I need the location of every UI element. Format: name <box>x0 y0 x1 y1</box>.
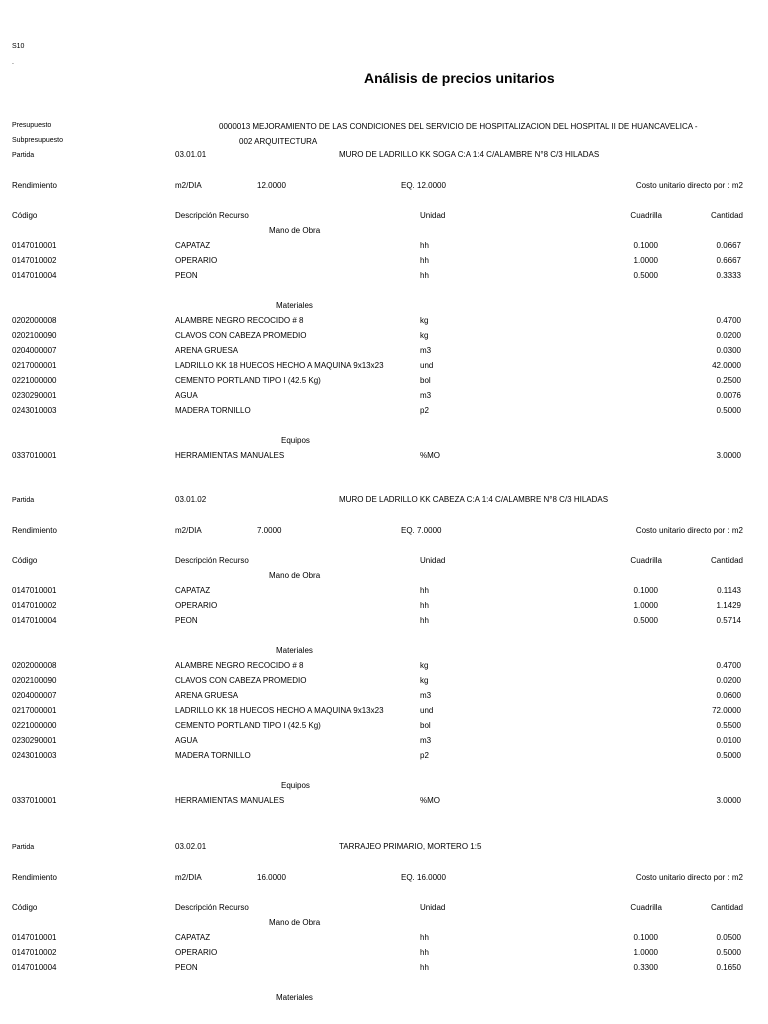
row-unidad: bol <box>420 376 431 385</box>
row-descripcion: CLAVOS CON CABEZA PROMEDIO <box>175 331 307 340</box>
col-cuadrilla: Cuadrilla <box>630 556 662 565</box>
row-descripcion: CLAVOS CON CABEZA PROMEDIO <box>175 676 307 685</box>
row-codigo: 0147010001 <box>12 241 57 250</box>
col-unidad: Unidad <box>420 556 446 565</box>
row-codigo: 0147010002 <box>12 256 57 265</box>
row-unidad: und <box>420 361 434 370</box>
row-unidad: hh <box>420 271 429 280</box>
row-cantidad: 0.0200 <box>716 331 741 340</box>
row-descripcion: ALAMBRE NEGRO RECOCIDO # 8 <box>175 661 304 670</box>
row-codigo: 0147010002 <box>12 601 57 610</box>
row-descripcion: LADRILLO KK 18 HUECOS HECHO A MAQUINA 9x13x23 <box>175 706 384 715</box>
row-unidad: p2 <box>420 406 429 415</box>
row-unidad: m3 <box>420 736 432 745</box>
row-cantidad: 0.3333 <box>716 271 741 280</box>
costo-label: Costo unitario directo por : m2 <box>635 526 743 535</box>
row-cantidad: 0.5000 <box>716 948 741 957</box>
row-cantidad: 0.0500 <box>716 933 741 942</box>
row-unidad: hh <box>420 933 429 942</box>
row-unidad: hh <box>420 586 429 595</box>
col-descripcion: Descripción Recurso <box>175 556 249 565</box>
row-unidad: und <box>420 706 434 715</box>
row-descripcion: PEON <box>175 963 198 972</box>
row-unidad: p2 <box>420 751 429 760</box>
row-descripcion: PEON <box>175 616 198 625</box>
rendimiento-label: Rendimiento <box>12 873 57 882</box>
row-codigo: 0204000007 <box>12 346 57 355</box>
row-descripcion: CEMENTO PORTLAND TIPO I (42.5 Kg) <box>175 721 321 730</box>
row-cantidad: 0.5500 <box>716 721 741 730</box>
row-descripcion: HERRAMIENTAS MANUALES <box>175 796 285 805</box>
row-codigo: 0230290001 <box>12 391 57 400</box>
row-descripcion: ALAMBRE NEGRO RECOCIDO # 8 <box>175 316 304 325</box>
row-unidad: %MO <box>420 451 440 460</box>
row-codigo: 0230290001 <box>12 736 57 745</box>
row-descripcion: AGUA <box>175 391 198 400</box>
row-unidad: kg <box>420 676 429 685</box>
row-descripcion: MADERA TORNILLO <box>175 406 251 415</box>
col-unidad: Unidad <box>420 211 446 220</box>
row-cuadrilla: 0.1000 <box>633 586 658 595</box>
row-codigo: 0202100090 <box>12 676 57 685</box>
row-descripcion: CAPATAZ <box>175 241 211 250</box>
row-cantidad: 0.5000 <box>716 751 741 760</box>
row-cantidad: 0.0100 <box>716 736 741 745</box>
row-descripcion: OPERARIO <box>175 256 218 265</box>
row-codigo: 0202000008 <box>12 316 57 325</box>
report-code: S10 <box>12 43 25 50</box>
row-unidad: m3 <box>420 391 432 400</box>
row-unidad: kg <box>420 331 429 340</box>
row-cantidad: 1.1429 <box>716 601 741 610</box>
presupuesto-label: Presupuesto <box>12 122 52 129</box>
section-mano-de-obra: Mano de Obra <box>269 571 321 580</box>
row-cuadrilla: 0.5000 <box>633 616 658 625</box>
row-cantidad: 0.0076 <box>716 391 741 400</box>
rendimiento-unit: m2/DIA <box>175 526 202 535</box>
row-descripcion: MADERA TORNILLO <box>175 751 251 760</box>
row-descripcion: AGUA <box>175 736 198 745</box>
partida-code: 03.01.01 <box>175 150 207 159</box>
row-cantidad: 42.0000 <box>712 361 741 370</box>
row-unidad: %MO <box>420 796 440 805</box>
partida-code: 03.02.01 <box>175 842 207 851</box>
equipo-value: EQ. 16.0000 <box>401 873 446 882</box>
row-codigo: 0243010003 <box>12 751 57 760</box>
partida-label: Partida <box>12 844 35 851</box>
equipo-value: EQ. 12.0000 <box>401 181 446 190</box>
row-codigo: 0147010002 <box>12 948 57 957</box>
col-cantidad: Cantidad <box>710 903 743 912</box>
row-codigo: 0147010004 <box>12 271 57 280</box>
row-codigo: 0147010001 <box>12 933 57 942</box>
row-codigo: 0147010004 <box>12 963 57 972</box>
col-descripcion: Descripción Recurso <box>175 903 249 912</box>
row-codigo: 0202000008 <box>12 661 57 670</box>
section-equipos: Equipos <box>281 781 310 790</box>
rendimiento-label: Rendimiento <box>12 181 57 190</box>
row-cantidad: 0.4700 <box>716 661 741 670</box>
row-cantidad: 0.6667 <box>716 256 741 265</box>
subpresupuesto-label: Subpresupuesto <box>12 137 63 144</box>
row-cantidad: 0.0667 <box>716 241 741 250</box>
partida-description: MURO DE LADRILLO KK CABEZA C:A 1:4 C/ALAMBRE N°8 C/3 HILADAS <box>339 495 609 504</box>
row-codigo: 0217000001 <box>12 361 57 370</box>
row-codigo: 0337010001 <box>12 451 57 460</box>
row-unidad: hh <box>420 256 429 265</box>
row-cantidad: 0.4700 <box>716 316 741 325</box>
partida-label: Partida <box>12 152 35 159</box>
row-descripcion: LADRILLO KK 18 HUECOS HECHO A MAQUINA 9x13x23 <box>175 361 384 370</box>
section-materiales: Materiales <box>276 646 313 655</box>
row-cantidad: 0.1143 <box>717 586 741 595</box>
partida-description: MURO DE LADRILLO KK SOGA C:A 1:4 C/ALAMBRE N°8 C/3 HILADAS <box>339 150 600 159</box>
row-cantidad: 0.2500 <box>716 376 741 385</box>
col-codigo: Código <box>12 211 38 220</box>
row-unidad: hh <box>420 601 429 610</box>
row-cantidad: 0.0600 <box>716 691 741 700</box>
row-cuadrilla: 1.0000 <box>633 948 658 957</box>
col-codigo: Código <box>12 903 38 912</box>
row-cuadrilla: 0.5000 <box>633 271 658 280</box>
costo-label: Costo unitario directo por : m2 <box>635 873 743 882</box>
row-cantidad: 3.0000 <box>716 796 741 805</box>
row-cuadrilla: 0.1000 <box>633 241 658 250</box>
row-descripcion: ARENA GRUESA <box>175 346 239 355</box>
page-title: Análisis de precios unitarios <box>364 70 555 86</box>
col-unidad: Unidad <box>420 903 446 912</box>
row-cuadrilla: 1.0000 <box>633 256 658 265</box>
row-unidad: hh <box>420 963 429 972</box>
rendimiento-value: 7.0000 <box>257 526 282 535</box>
rendimiento-label: Rendimiento <box>12 526 57 535</box>
row-descripcion: HERRAMIENTAS MANUALES <box>175 451 285 460</box>
partida-description: TARRAJEO PRIMARIO, MORTERO 1:5 <box>339 842 482 851</box>
rendimiento-unit: m2/DIA <box>175 181 202 190</box>
row-codigo: 0243010003 <box>12 406 57 415</box>
row-codigo: 0147010001 <box>12 586 57 595</box>
col-cantidad: Cantidad <box>710 556 743 565</box>
section-equipos: Equipos <box>281 436 310 445</box>
row-codigo: 0202100090 <box>12 331 57 340</box>
row-descripcion: PEON <box>175 271 198 280</box>
costo-label: Costo unitario directo por : m2 <box>635 181 743 190</box>
row-cuadrilla: 1.0000 <box>633 601 658 610</box>
section-materiales: Materiales <box>276 993 313 1002</box>
row-descripcion: CAPATAZ <box>175 586 211 595</box>
row-unidad: kg <box>420 661 429 670</box>
subpresupuesto-value: 002 ARQUITECTURA <box>239 137 318 146</box>
row-codigo: 0217000001 <box>12 706 57 715</box>
row-cantidad: 3.0000 <box>716 451 741 460</box>
row-cantidad: 72.0000 <box>712 706 741 715</box>
row-cantidad: 0.0300 <box>716 346 741 355</box>
row-codigo: 0204000007 <box>12 691 57 700</box>
row-codigo: 0221000000 <box>12 721 57 730</box>
col-codigo: Código <box>12 556 38 565</box>
section-materiales: Materiales <box>276 301 313 310</box>
row-unidad: hh <box>420 616 429 625</box>
partida-code: 03.01.02 <box>175 495 207 504</box>
col-descripcion: Descripción Recurso <box>175 211 249 220</box>
row-unidad: m3 <box>420 346 432 355</box>
row-unidad: hh <box>420 948 429 957</box>
row-cuadrilla: 0.3300 <box>633 963 658 972</box>
row-descripcion: CAPATAZ <box>175 933 211 942</box>
row-descripcion: OPERARIO <box>175 601 218 610</box>
row-cantidad: 0.1650 <box>716 963 741 972</box>
section-mano-de-obra: Mano de Obra <box>269 918 321 927</box>
row-descripcion: ARENA GRUESA <box>175 691 239 700</box>
rendimiento-value: 12.0000 <box>257 181 286 190</box>
row-codigo: 0147010004 <box>12 616 57 625</box>
row-cantidad: 0.5714 <box>716 616 741 625</box>
row-codigo: 0221000000 <box>12 376 57 385</box>
row-cantidad: 0.5000 <box>716 406 741 415</box>
section-mano-de-obra: Mano de Obra <box>269 226 321 235</box>
row-descripcion: OPERARIO <box>175 948 218 957</box>
col-cuadrilla: Cuadrilla <box>630 211 662 220</box>
equipo-value: EQ. 7.0000 <box>401 526 442 535</box>
rendimiento-value: 16.0000 <box>257 873 286 882</box>
row-codigo: 0337010001 <box>12 796 57 805</box>
row-unidad: kg <box>420 316 429 325</box>
row-cantidad: 0.0200 <box>716 676 741 685</box>
row-unidad: m3 <box>420 691 432 700</box>
rendimiento-unit: m2/DIA <box>175 873 202 882</box>
row-unidad: bol <box>420 721 431 730</box>
col-cuadrilla: Cuadrilla <box>630 903 662 912</box>
row-descripcion: CEMENTO PORTLAND TIPO I (42.5 Kg) <box>175 376 321 385</box>
row-unidad: hh <box>420 241 429 250</box>
partida-label: Partida <box>12 497 35 504</box>
row-cuadrilla: 0.1000 <box>633 933 658 942</box>
col-cantidad: Cantidad <box>710 211 743 220</box>
header-dot: . <box>12 59 14 66</box>
presupuesto-value: 0000013 MEJORAMIENTO DE LAS CONDICIONES DEL SERVICIO DE HOSPITALIZACION DEL HOSPITAL II DE HUANCAVELICA - <box>219 122 698 131</box>
